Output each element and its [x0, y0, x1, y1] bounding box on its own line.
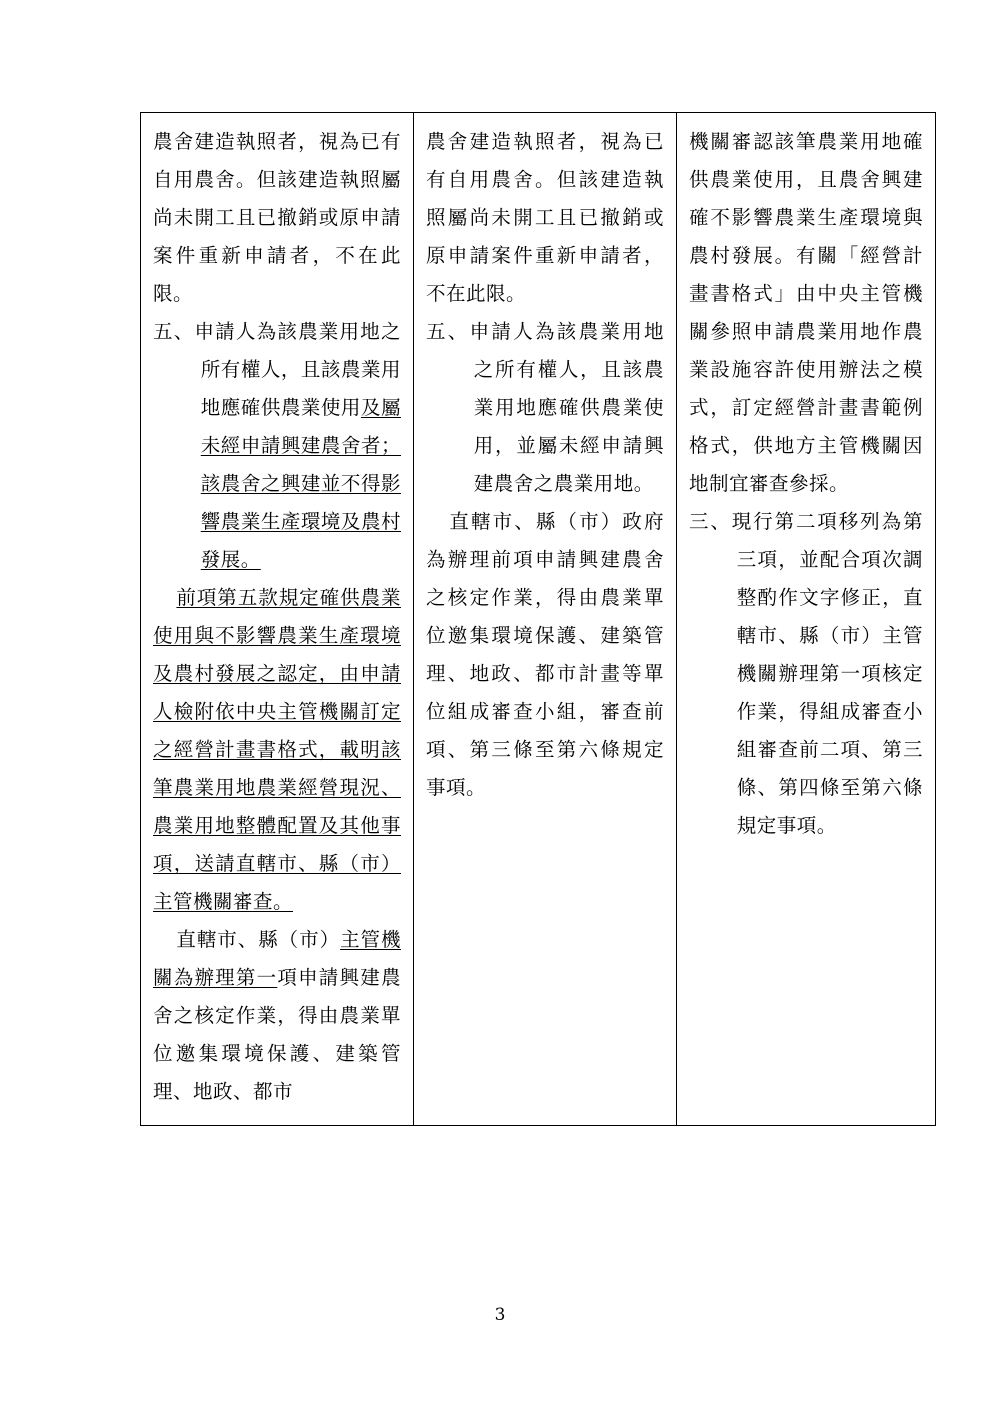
table-cell-left	[141, 113, 414, 1126]
paragraph-a4	[153, 921, 401, 1111]
paragraph-c1: 機關審認該筆農業用地確供農業使用，且農舍興建確不影響農業生產環境與農村發展。有關「經營計畫書格式」由中央主管機關參照申請農業用地作農業設施容許使用辦法之模式，訂定經營計畫書範例格式，供地方主管機關因地制宜審查參採。	[689, 130, 923, 496]
clause-text-b2: 申請人為該農業用地之所有權人，且該農業用地應確供農業使用，並屬未經申請興建農舍之農業用地。	[469, 320, 664, 496]
paragraph-a3-underline: 前項第五款規定確供農業使用與不影響農業生產環境及農村發展之認定，由申請人檢附依中央主管機關訂定之經營計畫書格式，載明該筆農業用地農業經營現況、農業用地整體配置及其他事項，送請直轄市、縣（市）主管機關審查。	[153, 586, 401, 914]
paragraph-c2	[689, 503, 923, 845]
table-row	[141, 113, 936, 1126]
table-cell-middle	[414, 113, 677, 1126]
page-number: 3	[494, 1305, 506, 1325]
paragraph-a2	[153, 313, 401, 579]
paragraph-a1: 農舍建造執照者，視為已有自用農舍。但該建造執照屬尚未開工且已撤銷或原申請案件重新申請者，不在此限。	[153, 130, 401, 306]
clause-marker-c2: 三、	[689, 510, 732, 534]
paragraph-a4-plain-2: 項申請興建農舍之核定作業，得由農業單位邀集環境保護、建築管理、地政、都市	[153, 966, 401, 1104]
clause-text-a2-plain: 申請人為該農業用地之所有權人，且該農業用地應確供農業使用	[194, 320, 401, 420]
comparison-table	[140, 112, 936, 1126]
table-cell-right	[677, 113, 936, 1126]
paragraph-a4-plain-1: 直轄市、縣（市）	[176, 928, 341, 952]
paragraph-b1: 農舍建造執照者，視為已有自用農舍。但該建造執照屬尚未開工且已撤銷或原申請案件重新申請者，不在此限。	[426, 130, 664, 306]
comparison-table-wrapper	[140, 112, 923, 1126]
paragraph-b3: 直轄市、縣（市）政府為辦理前項申請興建農舍之核定作業，得由農業單位邀集環境保護、建築管理、地政、都市計畫等單位組成審查小組，審查前項、第三條至第六條規定事項。	[426, 510, 664, 800]
clause-marker-b2: 五、	[426, 320, 470, 344]
clause-text-a2-underline: 及屬未經申請興建農舍者；該農舍之興建並不得影響農業生產環境及農村發展。	[200, 396, 401, 572]
clause-text-c2: 現行第二項移列為第三項，並配合項次調整酌作文字修正，直轄市、縣（市）主管機關辦理第一項核定作業，得組成審查小組審查前二項、第三條、第四條至第六條規定事項。	[731, 510, 923, 838]
paragraph-b2	[426, 313, 664, 503]
clause-marker-a2: 五、	[153, 320, 195, 344]
paragraph-a3	[153, 579, 401, 921]
paragraph-a4-underline-1: 主管機關為辦理第一	[153, 928, 401, 990]
